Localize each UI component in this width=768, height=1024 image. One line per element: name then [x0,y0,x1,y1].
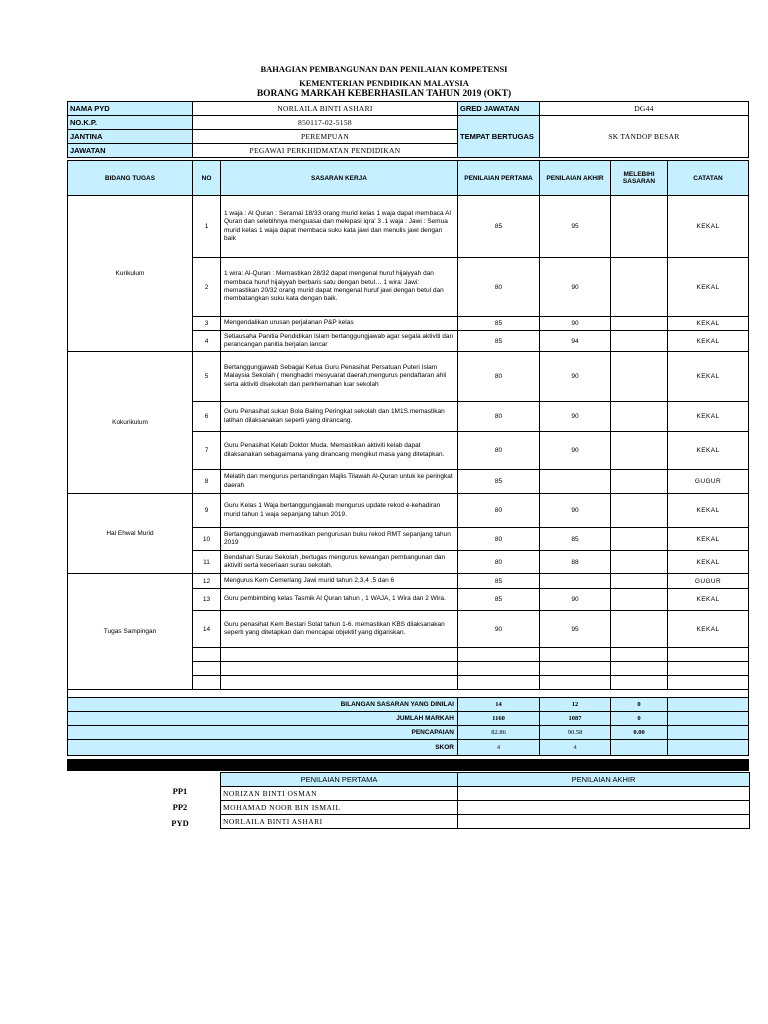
score-pertama[interactable]: 80 [458,352,540,402]
score-melebihi[interactable] [611,352,668,402]
nokp-label: NO.K.P. [68,116,193,130]
score-akhir[interactable]: 95 [540,611,611,648]
score-melebihi[interactable] [611,551,668,574]
pp2-label: PP2 [172,802,188,812]
col-penilaian-akhir: PENILAIAN AKHIR [458,773,750,787]
bidang-sampingan: Tugas Sampingan [68,574,193,690]
bidang-kokurikulum: Kokurikulum [68,352,193,494]
ministry-title: KEMENTERIAN PENDIDIKAN MALAYSIA [299,78,469,88]
col-pertama: PENILAIAN PERTAMA [458,161,540,196]
score-akhir[interactable]: 90 [540,402,611,432]
divider-bar [67,759,749,771]
task-cell[interactable]: Guru pembimbing kelas Tasmik Al Quran tahun , 1 WAJA, 1 Wira dan 2 Wira. [221,589,458,611]
row-no: 3 [193,317,221,331]
row-no: 8 [193,470,221,494]
task-cell[interactable]: Mengurus Kem Cemerlang Jawi murid tahun 2,3,4 ,5 dan 6 [221,574,458,589]
pyd-akhir[interactable] [458,815,750,829]
catatan-cell[interactable]: KEKAL [668,551,749,574]
score-akhir[interactable]: 90 [540,494,611,528]
spacer-row [68,690,749,698]
score-melebihi[interactable] [611,432,668,470]
pp1-akhir[interactable] [458,787,750,801]
row-no: 6 [193,402,221,432]
jawatan-label: JAWATAN [68,144,193,158]
empty-cell[interactable] [540,648,611,662]
score-pertama[interactable]: 80 [458,402,540,432]
jumlah-catatan [668,712,749,726]
skor-akhir: 4 [540,740,611,756]
catatan-cell[interactable]: KEKAL [668,317,749,331]
empty-cell[interactable] [611,676,668,690]
bilangan-melebihi: 0 [611,698,668,712]
pencapaian-pertama: 82.86 [458,726,540,740]
score-pertama[interactable]: 85 [458,331,540,352]
col-penilaian-pertama: PENILAIAN PERTAMA [221,773,458,787]
task-cell[interactable]: 1 wira: Al-Quran : Memastikan 28/32 dapat mengenal huruf hijaiyyah dan membaca huruf hijaiyyah berbaris satu dengan betul… 1 wira: Jawi: memastikan 20/32 orang murid dapat mengenal huruf jawi dengan betul dan membatangkan suku kata dengan baik. [221,258,458,317]
col-akhir: PENILAIAN AKHIR [540,161,611,196]
tempat-value[interactable]: SK TANDOP BESAR [540,116,749,158]
empty-cell[interactable] [458,662,540,676]
task-cell[interactable]: 1 waja : Al Quran : Seramai 18/33 orang murid kelas 1 waja dapat membaca Al Quran dan selebihnya menguasai dan melepasi iqra' 3 .1 waja : Jawi : Semua murid kelas 1 waja dapat membaca suku kata jawi dan menulis jawi dengan baik [221,196,458,258]
pencapaian-akhir: 90.58 [540,726,611,740]
score-pertama[interactable]: 80 [458,258,540,317]
task-cell[interactable]: Bertanggungjawab Sebagai Ketua Guru Penasihat Persatuan Puteri Islam Malaysia Sekolah ( menghadiri mesyuarat daerah,mengurus pendaftaran ahli serta aktiviti disekolah dan perkhemahan luar sekolah [221,352,458,402]
score-melebihi[interactable] [611,470,668,494]
score-pertama[interactable]: 85 [458,317,540,331]
pp2-akhir[interactable] [458,801,750,815]
task-cell[interactable]: Setiausaha Panitia Pendidikan Islam bertanggungjawab agar segala aktiviti dan perancangan panitia berjalan lancar [221,331,458,352]
empty-cell[interactable] [668,676,749,690]
jumlah-label: JUMLAH MARKAH [68,712,458,726]
col-no: NO [193,161,221,196]
row-no: 1 [193,196,221,258]
score-melebihi[interactable] [611,574,668,589]
score-melebihi[interactable] [611,196,668,258]
department-title: BAHAGIAN PEMBANGUNAN DAN PENILAIAN KOMPETENSI [260,64,508,74]
task-cell[interactable]: Guru Penasihat sukan Bola Baling Peringkat sekolah dan 1M1S.memastikan latihan dilaksanakan seperti yang dirancang. [221,402,458,432]
catatan-cell[interactable]: GUGUR [668,574,749,589]
nama-value[interactable]: NORLAILA BINTI ASHARI [193,102,458,116]
catatan-cell[interactable]: KEKAL [668,589,749,611]
target-table [67,160,749,756]
pyd-label: PYD [171,818,189,828]
row-no: 2 [193,258,221,317]
score-akhir[interactable]: 90 [540,432,611,470]
row-no: 9 [193,494,221,528]
empty-cell[interactable] [668,648,749,662]
score-pertama[interactable]: 90 [458,611,540,648]
score-pertama[interactable]: 80 [458,494,540,528]
score-pertama[interactable]: 80 [458,528,540,551]
pp1-name[interactable]: NORIZAN BINTI OSMAN [221,787,458,801]
task-cell[interactable]: Guru Penasihat Kelab Doktor Muda. Memastikan aktiviti kelab dapat dilaksanakan sebagaimana yang dirancang mengikut masa yang ditetapkan. [221,432,458,470]
empty-cell[interactable] [458,648,540,662]
pencapaian-label: PENCAPAIAN [68,726,458,740]
catatan-cell[interactable]: KEKAL [668,432,749,470]
task-cell[interactable]: Mengendalikan urusan perjalanan P&P kelas [221,317,458,331]
gred-value[interactable]: DG44 [540,102,749,116]
task-cell[interactable]: Bertanggungjawab memastikan pengurusan buku rekod RMT sepanjang tahun 2019 [221,528,458,551]
score-akhir[interactable]: 88 [540,551,611,574]
bilangan-pertama: 14 [458,698,540,712]
catatan-cell[interactable]: KEKAL [668,494,749,528]
col-sasaran: SASARAN KERJA [221,161,458,196]
pp1-label: PP1 [172,786,188,796]
empty-cell[interactable] [221,676,458,690]
pyd-name[interactable]: NORLAILA BINTI ASHARI [221,815,458,829]
score-melebihi[interactable] [611,611,668,648]
score-melebihi[interactable] [611,258,668,317]
jumlah-melebihi: 0 [611,712,668,726]
empty-cell[interactable] [458,676,540,690]
row-no: 13 [193,589,221,611]
empty-cell[interactable] [668,662,749,676]
nokp-value[interactable]: 850117-02-5158 [193,116,458,130]
score-pertama[interactable]: 80 [458,551,540,574]
pencapaian-catatan [668,726,749,740]
nama-label: NAMA PYD [68,102,193,116]
row-no: 11 [193,551,221,574]
row-no: 14 [193,611,221,648]
jawatan-value[interactable]: PEGAWAI PERKHIDMATAN PENDIDIKAN [193,144,458,158]
jantina-value[interactable]: PEREMPUAN [193,130,458,144]
score-melebihi[interactable] [611,528,668,551]
bilangan-catatan [668,698,749,712]
score-akhir[interactable]: 95 [540,196,611,258]
bidang-hal-ehwal: Hal Ehwal Murid [68,494,193,574]
catatan-cell[interactable]: KEKAL [668,331,749,352]
score-akhir[interactable]: 94 [540,331,611,352]
score-akhir[interactable]: 90 [540,589,611,611]
skor-label: SKOR [68,740,458,756]
col-bidang: BIDANG TUGAS [68,161,193,196]
catatan-cell[interactable]: KEKAL [668,611,749,648]
score-melebihi[interactable] [611,589,668,611]
skor-pertama: 4 [458,740,540,756]
score-pertama[interactable]: 80 [458,432,540,470]
empty-cell[interactable] [540,662,611,676]
jantina-label: JANTINA [68,130,193,144]
jumlah-pertama: 1160 [458,712,540,726]
bilangan-label: BILANGAN SASARAN YANG DINILAI [68,698,458,712]
task-cell[interactable]: Bendahari Surau Sekolah ,bertugas mengurus kewangan pembangunan dan aktiviti serta keceriaan surau sekolah. [221,551,458,574]
task-cell[interactable]: Guru Kelas 1 Waja bertanggungjawab mengurus update rekod e-kehadiran murid tahun 1 waja sepanjang tahun 2019. [221,494,458,528]
score-melebihi[interactable] [611,494,668,528]
score-melebihi[interactable] [611,331,668,352]
task-cell[interactable]: Melatih dan mengurus pertandingan Majlis Tilawah Al-Quran untuk ke peringkat daerah [221,470,458,494]
skor-melebihi [611,740,668,756]
score-akhir[interactable] [540,574,611,589]
catatan-cell[interactable]: KEKAL [668,528,749,551]
row-no: 10 [193,528,221,551]
score-pertama[interactable]: 85 [458,470,540,494]
skor-catatan [668,740,749,756]
catatan-cell[interactable]: KEKAL [668,258,749,317]
empty-cell[interactable] [193,676,221,690]
score-pertama[interactable]: 85 [458,589,540,611]
row-no: 12 [193,574,221,589]
info-table [67,101,749,158]
score-melebihi[interactable] [611,402,668,432]
score-akhir[interactable] [540,470,611,494]
score-pertama[interactable]: 85 [458,196,540,258]
pencapaian-melebihi: 0.00 [611,726,668,740]
col-melebihi: MELEBIHI SASARAN [611,161,668,196]
row-no: 5 [193,352,221,402]
bidang-kurikulum: Kurikulum [68,196,193,352]
catatan-cell[interactable]: KEKAL [668,352,749,402]
tempat-label: TEMPAT BERTUGAS [458,116,540,158]
score-akhir[interactable]: 85 [540,528,611,551]
score-melebihi[interactable] [611,317,668,331]
empty-cell[interactable] [540,676,611,690]
task-cell[interactable]: Guru penasihat Kem Bestari Solat tahun 1-6. memastikan KBS dilaksanakan seperti yang ditetapkan dan mencapai objektif yang digariskan. [221,611,458,648]
jumlah-akhir: 1087 [540,712,611,726]
catatan-cell[interactable]: KEKAL [668,402,749,432]
score-akhir[interactable]: 90 [540,352,611,402]
col-catatan: CATATAN [668,161,749,196]
empty-cell[interactable] [221,648,458,662]
empty-cell[interactable] [193,662,221,676]
empty-cell[interactable] [611,648,668,662]
catatan-cell[interactable]: KEKAL [668,196,749,258]
score-akhir[interactable]: 90 [540,258,611,317]
bilangan-akhir: 12 [540,698,611,712]
empty-cell[interactable] [193,648,221,662]
row-no: 7 [193,432,221,470]
pp2-name[interactable]: MOHAMAD NOOR BIN ISMAIL [221,801,458,815]
score-akhir[interactable]: 90 [540,317,611,331]
signature-table [220,772,750,829]
empty-cell[interactable] [611,662,668,676]
gred-label: GRED JAWATAN [458,102,540,116]
form-title: BORANG MARKAH KEBERHASILAN TAHUN 2019 (OKT) [256,89,512,99]
score-pertama[interactable]: 85 [458,574,540,589]
empty-cell[interactable] [221,662,458,676]
row-no: 4 [193,331,221,352]
catatan-cell[interactable]: GUGUR [668,470,749,494]
